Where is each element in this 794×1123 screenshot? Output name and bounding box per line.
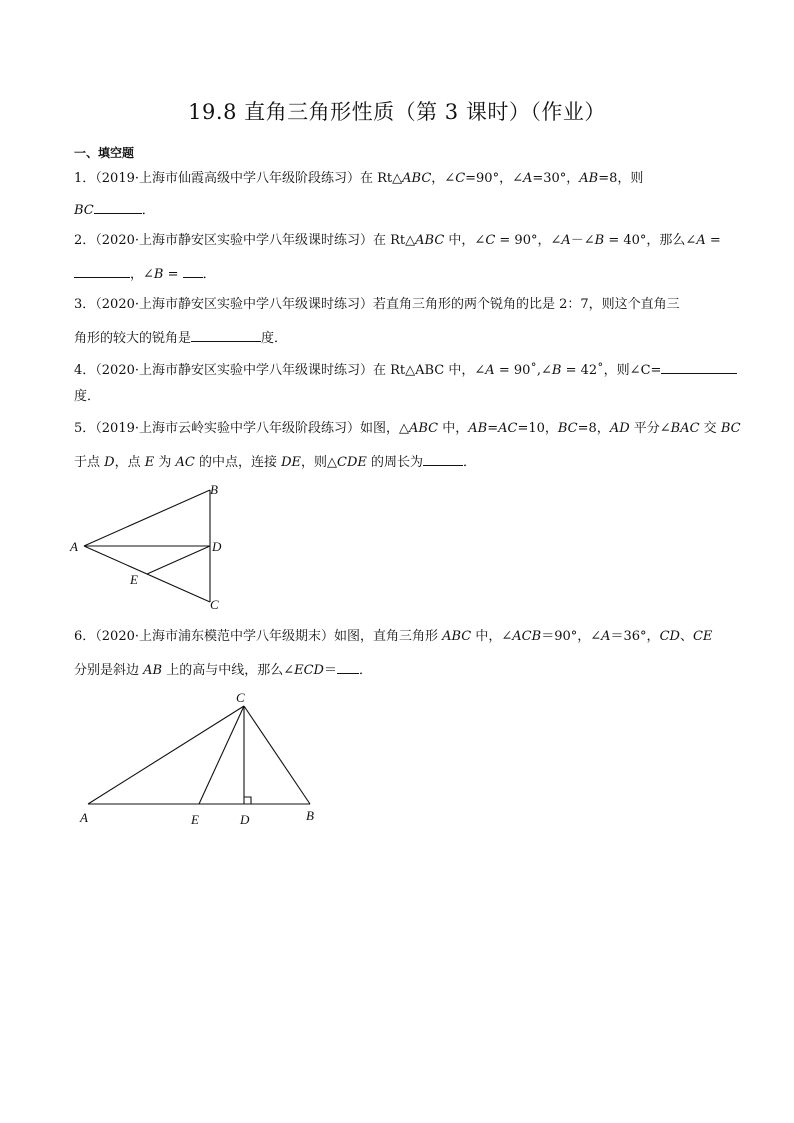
label-d: D [212, 539, 222, 554]
answer-blank[interactable] [337, 660, 359, 674]
question-2-line-2: ，∠B = ． [74, 264, 216, 284]
segment-ac [88, 706, 244, 804]
segment-de [147, 546, 210, 574]
label-c: C [236, 690, 245, 705]
answer-blank[interactable] [191, 328, 261, 342]
answer-blank[interactable] [183, 264, 203, 278]
question-3-line-1: 3．（2020·上海市静安区实验中学八年级课时练习）若直角三角形的两个锐角的比是 2：7，则这个直角三 [74, 297, 680, 312]
question-6-line-1: 6．（2020·上海市浦东模范中学八年级期末）如图，直角三角形 ABC 中，∠ACB＝90°，∠A＝36°，CD、CE [74, 629, 713, 644]
label-c: C [210, 597, 219, 612]
right-angle-mark [244, 797, 251, 804]
label-b: B [210, 482, 218, 497]
question-4-line-2: 度． [74, 389, 101, 404]
segment-bc [244, 706, 310, 804]
label-d: D [240, 812, 250, 827]
answer-blank[interactable] [661, 360, 737, 374]
answer-blank[interactable] [423, 452, 463, 466]
question-6-figure [70, 686, 340, 832]
question-5-line-2: 于点 D，点 E 为 AC 的中点，连接 DE，则△CDE 的周长为 ． [74, 452, 476, 472]
label-a: A [80, 810, 88, 825]
label-a: A [70, 539, 78, 554]
question-1-line-2: BC ． [74, 200, 155, 220]
question-5-line-1: 5．（2019·上海市云岭实验中学八年级阶段练习）如图，△ABC 中，AB=AC=10，BC=8，AD 平分∠BAC 交 BC [74, 421, 741, 436]
worksheet-title: 19.8 直角三角形性质（第 3 课时）（作业） [188, 100, 606, 124]
question-1-line-1: 1．（2019·上海市仙霞高级中学八年级阶段练习）在 Rt△ABC，∠C=90°，∠A=30°，AB=8，则 [74, 171, 644, 186]
section-heading: 一、填空题 [74, 146, 135, 160]
question-6-line-2: 分别是斜边 AB 上的高与中线，那么∠ECD＝ ． [74, 660, 372, 680]
question-3-line-2: 角形的较大的锐角是 度． [74, 328, 287, 348]
answer-blank[interactable] [74, 264, 130, 278]
label-e: E [191, 812, 199, 827]
question-4-line-1: 4．（2020·上海市静安区实验中学八年级课时练习）在 Rt△ABC 中，∠A = 90˚,∠B = 42˚，则∠C= [74, 360, 737, 380]
label-b: B [306, 808, 314, 823]
question-5-figure [60, 476, 240, 618]
segment-ab [84, 490, 210, 546]
label-e: E [130, 572, 138, 587]
question-2-line-1: 2．（2020·上海市静安区实验中学八年级课时练习）在 Rt△ABC 中，∠C = 90°，∠A－∠B = 40°，那么∠A = [74, 233, 721, 248]
answer-blank[interactable] [94, 200, 142, 214]
